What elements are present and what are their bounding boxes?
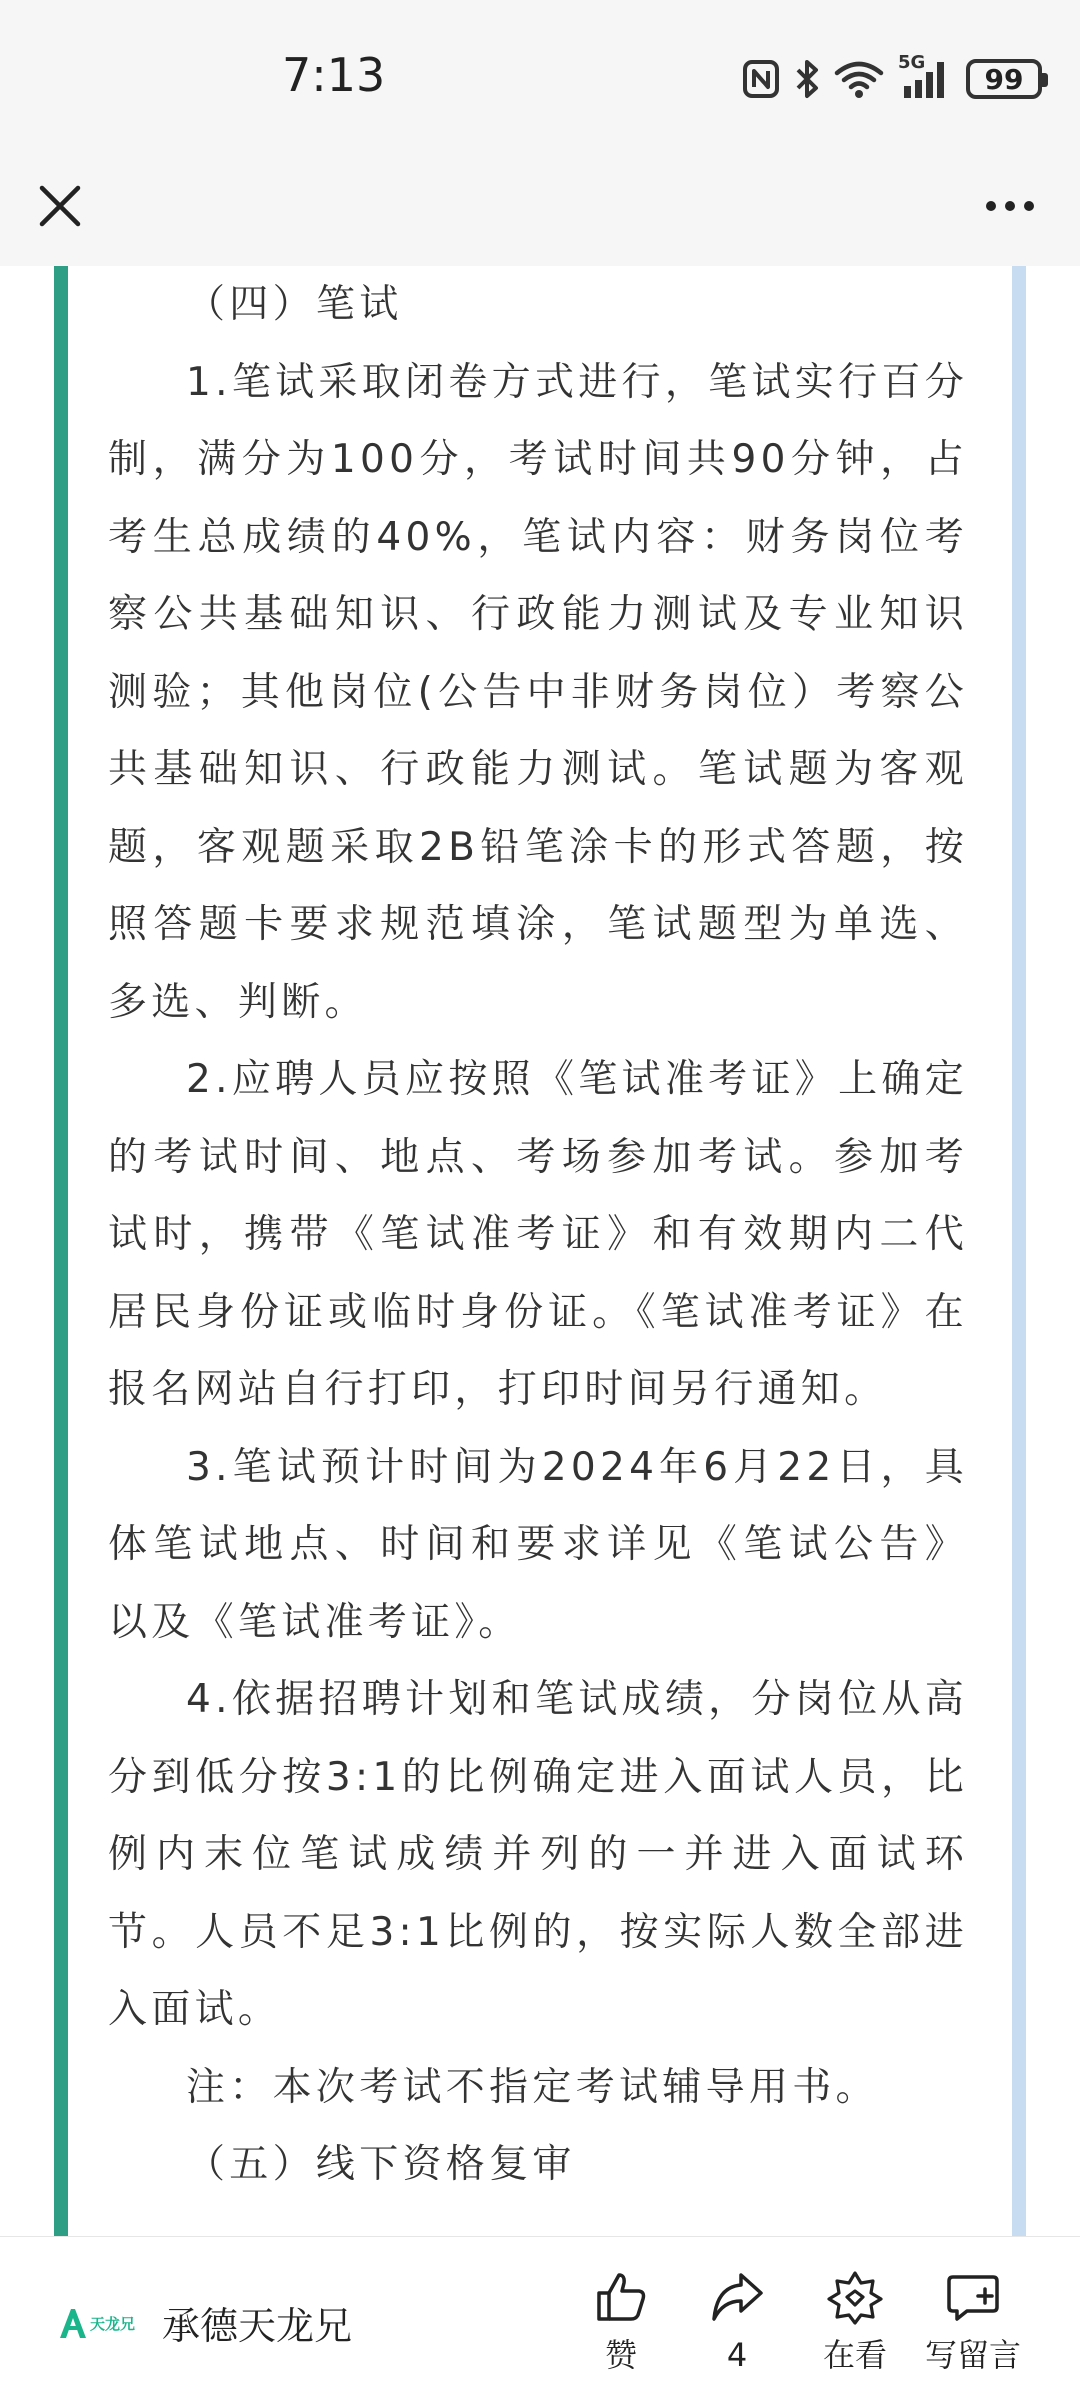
author-name[interactable]: 承德天龙兄 xyxy=(162,2304,353,2348)
battery-icon xyxy=(966,59,1042,99)
status-icons xyxy=(742,52,1042,102)
watching-label: 在看 xyxy=(822,2336,887,2374)
battery-level: 99 xyxy=(984,62,1024,96)
share-button[interactable] xyxy=(672,2269,802,2379)
wifi-icon xyxy=(834,59,884,99)
watching-button[interactable] xyxy=(790,2269,920,2379)
share-count: 4 xyxy=(726,2336,748,2374)
like-button[interactable] xyxy=(556,2269,686,2379)
status-time: 7:13 xyxy=(282,48,386,102)
nfc-icon xyxy=(742,59,780,99)
author-avatar[interactable] xyxy=(58,2305,135,2341)
paragraph-interview-ratio: 4.依据招聘计划和笔试成绩，分岗位从高分到低分按3:1的比例确定进入面试人员，比例内末位笔试成绩并列的一并进入面试环节。人员不足3:1比例的，按实际人数全部进入面试。 xyxy=(108,1677,968,2032)
left-accent-bar xyxy=(54,266,68,2236)
paragraph-exam-date: 3.笔试预计时间为2024年6月22日，具体笔试地点、时间和要求详见《笔试公告》以及《笔试准考证》。 xyxy=(108,1444,968,1645)
comment-label: 写留言 xyxy=(924,2336,1021,2374)
share-icon xyxy=(709,2269,765,2325)
article-text xyxy=(108,266,968,2204)
more-button[interactable] xyxy=(970,174,1050,238)
more-icon xyxy=(986,201,996,211)
comment-button[interactable] xyxy=(908,2269,1038,2379)
article-content[interactable] xyxy=(0,266,1080,2236)
top-bar xyxy=(0,150,1080,266)
author-logo-text: 天龙兄 xyxy=(90,2314,136,2333)
network-type-label: 5G xyxy=(898,52,926,73)
like-label: 赞 xyxy=(604,2336,637,2374)
section-heading-qualification-review: （五）线下资格复审 xyxy=(186,2142,576,2187)
paragraph-admission-ticket: 2.应聘人员应按照《笔试准考证》上确定的考试时间、地点、考场参加考试。参加考试时，携带《笔试准考证》和有效期内二代居民身份证或临时身份证。《笔试准考证》在报名网站自行打印，打印时间另行通知。 xyxy=(108,1057,968,1412)
thumbs-up-icon xyxy=(593,2269,649,2325)
section-heading-written-exam: （四）笔试 xyxy=(186,282,403,327)
bluetooth-icon xyxy=(794,58,820,100)
author-logo-icon xyxy=(58,2306,88,2340)
close-icon xyxy=(39,185,81,227)
watching-icon xyxy=(827,2269,883,2325)
paragraph-exam-format: 1.笔试采取闭卷方式进行，笔试实行百分制，满分为100分，考试时间共90分钟，占考生总成绩的40%，笔试内容：财务岗位考察公共基础知识、行政能力测试及专业知识测验；其他岗位(公告中非财务岗位）考察公共基础知识、行政能力测试。笔试题为客观题，客观题采取2B铅笔涂卡的形式答题，按照答题卡要求规范填涂，笔试题型为单选、多选、判断。 xyxy=(108,359,968,1025)
status-bar xyxy=(0,0,1080,150)
right-accent-bar xyxy=(1012,266,1026,2236)
cellular-signal-icon xyxy=(898,52,952,100)
paragraph-note: 注：本次考试不指定考试辅导用书。 xyxy=(186,2064,879,2110)
bottom-bar xyxy=(0,2236,1080,2400)
comment-add-icon xyxy=(945,2269,1001,2325)
close-button[interactable] xyxy=(28,174,92,238)
